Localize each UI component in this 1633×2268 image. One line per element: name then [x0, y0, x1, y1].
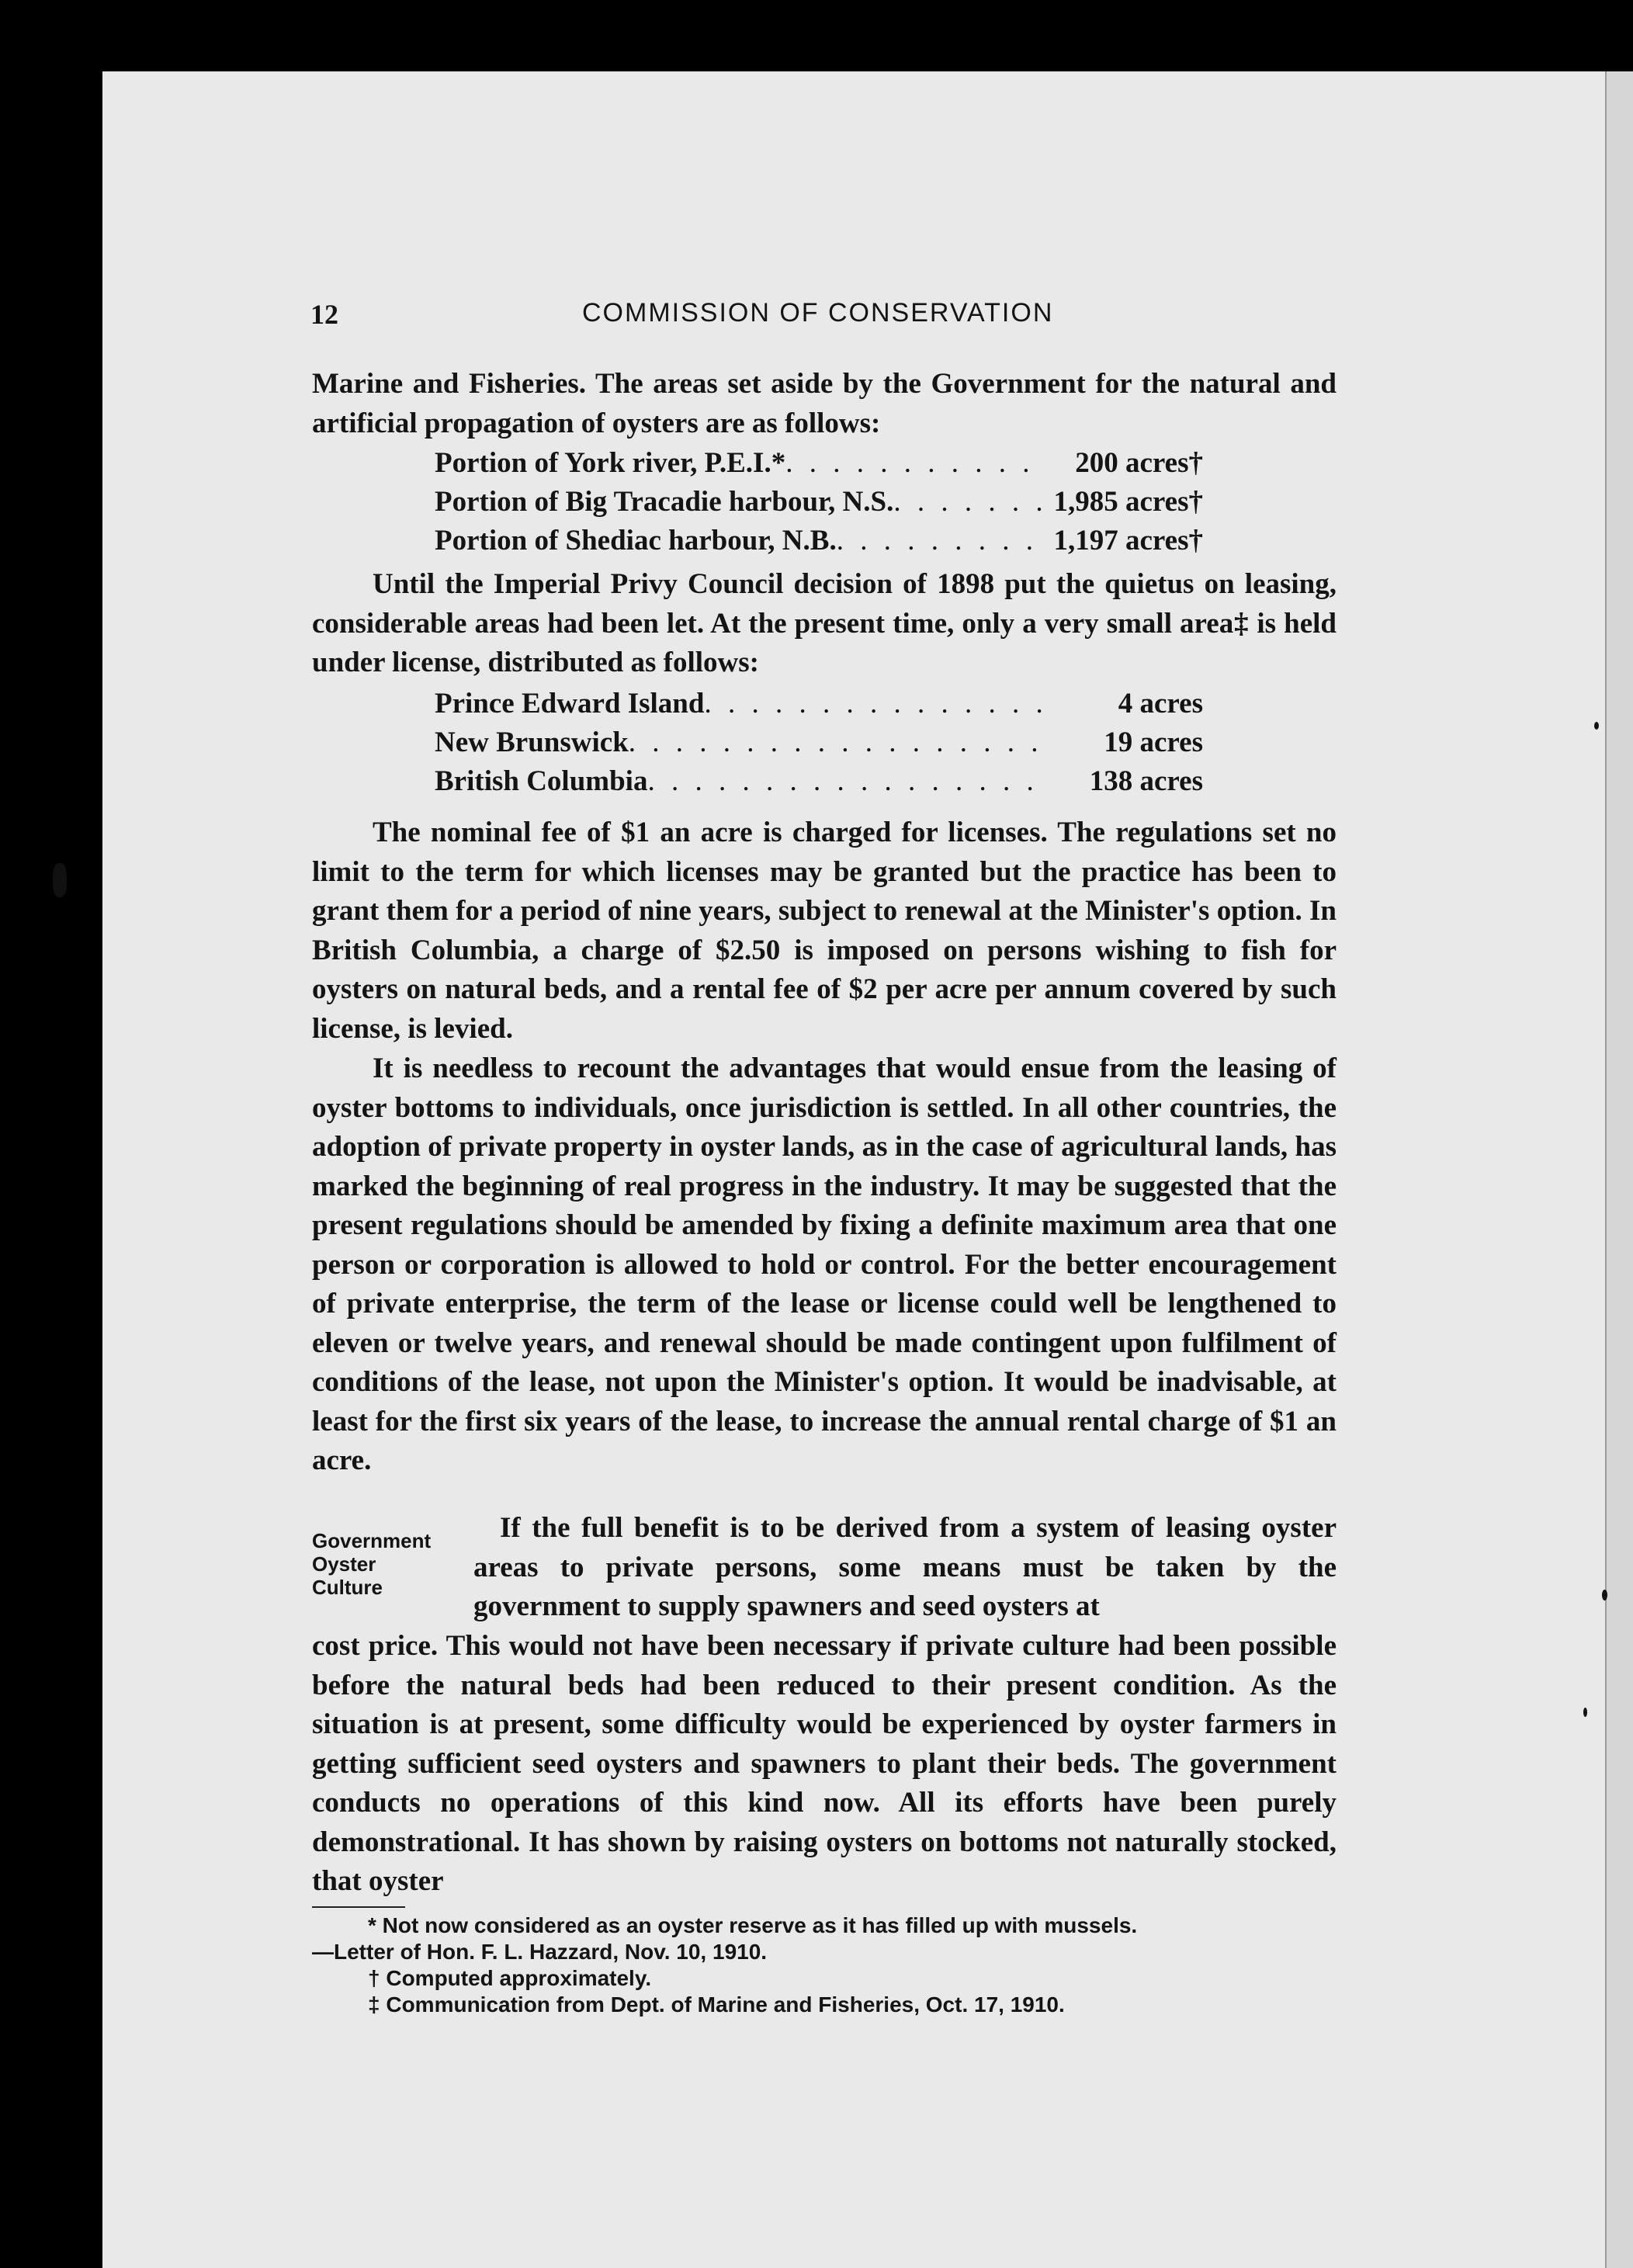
paragraph: The nominal fee of $1 an acre is charged for licenses. The regulations set no limit to the term for which licenses may be granted but the practice has been to grant them for a period of nine years, subject to renewal at the Minister's option. In British Columbia, a charge of $2.50 is imposed on persons wishing to fish for oysters on natural beds, and a rental fee of $2 per acre per annum covered by such license, is levied. — [312, 817, 1337, 1045]
paragraph: Until the Imperial Privy Council decision of 1898 put the quietus on leasing, considerable areas had been let. At the present time, only a very small area‡ is held under license, distributed as follows: — [312, 568, 1337, 678]
footnote: —Letter of Hon. F. L. Hazzard, Nov. 10, 1910. — [312, 1940, 768, 1964]
row-label: British Columbia — [435, 765, 648, 797]
row-label: Portion of Shediac harbour, N.B. — [435, 525, 837, 557]
row-value: 1,197 acres† — [1053, 525, 1203, 557]
paragraph: cost price. This would not have been necessary if private culture had been possible before the natural beds had been reduced to their present condition. As the situation is at present, some difficulty would be experienced by oyster farmers in getting sufficient seed oysters and spawners to plant their beds. The government conducts no operations of this kind now. All its efforts have been purely demonstrational. It has shown by raising oysters on bottoms not naturally stocked, that oyster — [312, 1630, 1337, 1897]
page-header — [310, 298, 1335, 335]
table-row — [435, 522, 1203, 560]
margin-note — [312, 1529, 483, 1599]
paragraph-government-rest — [312, 1627, 1337, 1902]
reserves-table — [435, 444, 1203, 560]
leader-dots — [893, 483, 1048, 522]
row-label: Portion of York river, P.E.I.* — [435, 447, 786, 479]
leader-dots — [704, 685, 1048, 723]
paragraph: If the full benefit is to be derived from a system of leasing oyster areas to private persons, some means must be taken by the government to supply spawners and seed oysters at — [473, 1512, 1337, 1622]
paragraph-leasing — [312, 565, 1337, 683]
table-row — [435, 723, 1203, 762]
leader-dots — [629, 723, 1048, 762]
table-row — [435, 483, 1203, 522]
row-value: 200 acres† — [1075, 447, 1203, 479]
leader-dots — [647, 762, 1048, 801]
table-row — [435, 685, 1203, 723]
table-row — [435, 444, 1203, 483]
page-edge — [1605, 71, 1633, 2268]
footnote-rule — [312, 1906, 405, 1908]
paragraph-fees — [312, 813, 1337, 1049]
running-head: COMMISSION OF CONSERVATION — [582, 298, 1054, 328]
paragraph-intro — [312, 365, 1337, 443]
footnote: * Not now considered as an oyster reserve as it has filled up with mussels. — [368, 1913, 1138, 1937]
leader-dots — [785, 444, 1048, 483]
footnotes — [312, 1913, 1344, 2018]
paragraph: Marine and Fisheries. The areas set aside by the Government for the natural and artificial propagation of oysters are as follows: — [312, 368, 1337, 439]
footnote: † Computed approximately. — [368, 1966, 652, 1990]
row-value: 1,985 acres† — [1053, 486, 1203, 518]
paragraph: It is needless to recount the advantages that would ensue from the leasing of oyster bottoms to individuals, once jurisdiction is settled. In all other countries, the adoption of private property in oyster lands, as in the case of agricultural lands, has marked the beginning of real progress in the industry. It may be suggested that the present regulations should be amended by fixing a definite maximum area that one person or corporation is allowed to hold or control. For the better encouragement of private enterprise, the term of the lease or license could well be lengthened to eleven or twelve years, and renewal should be made contingent upon fulfilment of conditions of the lease, not upon the Minister's option. It would be inadvisable, at least for the first six years of the lease, to increase the annual rental charge of $1 an acre. — [312, 1053, 1337, 1476]
row-value: 4 acres — [1118, 688, 1203, 720]
licensed-table — [435, 685, 1203, 801]
row-label: Prince Edward Island — [435, 688, 705, 720]
footnote: ‡ Communication from Dept. of Marine and Fisheries, Oct. 17, 1910. — [368, 1992, 1065, 2017]
row-label: New Brunswick — [435, 727, 629, 758]
row-value: 19 acres — [1104, 727, 1203, 758]
paragraph-advantages — [312, 1049, 1337, 1481]
paragraph-government-head — [473, 1509, 1337, 1627]
row-label: Portion of Big Tracadie harbour, N.S. — [435, 486, 894, 518]
table-row — [435, 762, 1203, 801]
page-number: 12 — [310, 299, 338, 330]
margin-note-line: Oyster — [312, 1552, 376, 1576]
margin-note-line: Government — [312, 1529, 432, 1552]
row-value: 138 acres — [1089, 765, 1203, 797]
margin-note-line: Culture — [312, 1576, 383, 1599]
leader-dots — [837, 522, 1048, 560]
